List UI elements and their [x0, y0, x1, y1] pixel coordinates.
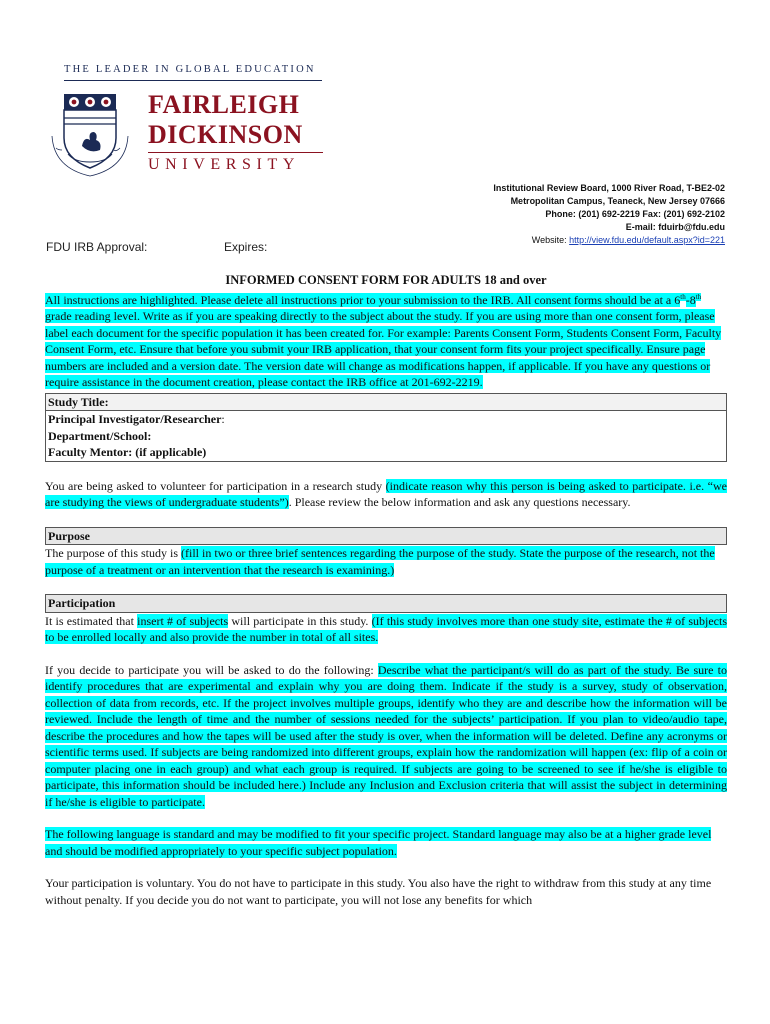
standard-language-paragraph — [45, 826, 727, 859]
volunteer-highlight: (indicate reason why this person is being asked to participate. i.e. “we are studying the views of undergraduate students”) — [45, 478, 727, 509]
irb-phone-fax: Phone: (201) 692-2219 Fax: (201) 692-2102 — [545, 209, 725, 219]
standard-language-highlight: The following language is standard and may be modified to fit your specific project. Standard language may also be at a higher grade level and should be modified appropriately to your specific subject population. — [45, 827, 712, 858]
instructions-sup-2: th — [695, 292, 702, 301]
instructions-dash: -8 — [685, 292, 696, 307]
irb-address: Institutional Review Board, 1000 River Road, T-BE2-02 — [493, 183, 725, 193]
irb-campus: Metropolitan Campus, Teaneck, New Jersey 07666 — [510, 196, 725, 206]
university-name-line2: DICKINSON — [148, 120, 303, 149]
procedures-text-a: If you decide to participate you will be asked to do the following: — [45, 662, 378, 677]
volunteer-text-b: . Please review the below information and ask any questions necessary. — [288, 495, 631, 509]
spacer — [45, 511, 727, 527]
spacer — [45, 859, 727, 875]
university-shield-logo — [44, 88, 136, 180]
participation-text-b: will participate in this study. — [228, 613, 372, 628]
university-word: UNIVERSITY — [148, 156, 300, 173]
instructions-paragraph — [45, 289, 727, 391]
purpose-text-a: The purpose of this study is — [45, 546, 181, 560]
university-divider — [148, 152, 323, 153]
expires-label: Expires: — [224, 240, 268, 254]
participation-heading: Participation — [45, 594, 727, 613]
spacer — [45, 462, 727, 478]
consent-document — [45, 272, 727, 908]
purpose-highlight: (fill in two or three brief sentences regarding the purpose of the study. State the purpose of the research, not the purpose of a treatment or an intervention that the research is examining.) — [45, 546, 715, 577]
website-label: Website: — [531, 235, 570, 245]
study-title-label: Study Title: — [46, 394, 726, 412]
participation-text-a: It is estimated that — [45, 613, 138, 628]
faculty-mentor-label: Faculty Mentor: (if applicable) — [48, 445, 207, 459]
irb-contact-block — [493, 182, 725, 247]
instructions-text-b: grade reading level. Write as if you are speaking directly to the subject about the study. If you are using more than one consent form, please label each document for the specific population it has been created for. For example: Parents Consent Form, Students Consent Form, Faculty Consent Form, etc. Ensure that before you submit your IRB application, that your consent form fits your project specifically. Ensure page numbers are included and a version date. The version date will change as modifications happen, if applicable. If you have any questions or require assistance in the document creation, please contact the IRB office at 201-692-2219. — [45, 309, 722, 389]
university-name-line1: FAIRLEIGH — [148, 90, 300, 119]
instructions-sup-1: th — [680, 292, 686, 301]
spacer — [45, 578, 727, 594]
participation-highlight-2: (If this study involves more than one study site, estimate the # of subjects to be enrolled locally and also provide the number in total of all sites. — [45, 613, 728, 644]
department-label: Department/School: — [48, 428, 152, 443]
participation-paragraph — [45, 613, 727, 646]
pi-colon: : — [221, 412, 225, 426]
purpose-paragraph — [45, 545, 727, 578]
procedures-paragraph — [45, 662, 727, 811]
document-title: INFORMED CONSENT FORM FOR ADULTS 18 and over — [225, 273, 547, 287]
voluntary-paragraph: Your participation is voluntary. You do not have to participate in this study. You also have the right to withdraw from this study at any time without penalty. If you decide you do not want to participate, you will not lose any benefits for which — [45, 876, 712, 907]
instructions-text-a: All instructions are highlighted. Please delete all instructions prior to your submission to the IRB. All consent forms should be at a 6 — [45, 292, 681, 307]
irb-email: E-mail: fduirb@fdu.edu — [625, 222, 725, 232]
participation-highlight-1: insert # of subjects — [137, 613, 229, 628]
spacer — [45, 810, 727, 826]
purpose-heading: Purpose — [45, 527, 727, 546]
spacer — [45, 646, 727, 662]
procedures-highlight: Describe what the participant/s will do as part of the study. Be sure to identify procedures that are experimental and explain why you are doing them. Indicate if the study is a survey, study of observation, collection of data from records, etc. If the project involves multiple groups, identify who they are and describe how the information will be reviewed. Include the length of time and the number of sessions needed for the subjects’ participation. If you plan to video/audio tape, describe the procedures and how the tapes will be used after the study is over, when the information will be deleted. Define any acronyms or scientific terms used. If subjects are being randomized into different groups, explain how the randomization will happen (ex: flip of a coin or computer placing one in each group) and what each group is required. If subjects are going to be screened to see if he/she is eligible to participate, this information should be included here.) Include any Inclusion and Exclusion criteria that will assist the subject in determining if he/she is eligible to participate. — [45, 662, 727, 809]
website-link[interactable]: http://view.fdu.edu/default.aspx?id=221 — [569, 235, 725, 245]
study-info-box — [45, 393, 727, 462]
university-tagline: THE LEADER IN GLOBAL EDUCATION — [64, 64, 316, 75]
pi-label: Principal Investigator/Researcher — [48, 412, 222, 426]
university-name — [148, 90, 303, 150]
principal-investigator-row — [48, 411, 724, 428]
volunteer-text-a: You are being asked to volunteer for participation in a research study — [45, 478, 386, 493]
irb-website — [493, 234, 725, 247]
volunteer-paragraph — [45, 478, 727, 511]
tagline-divider — [64, 80, 322, 81]
irb-approval-label: FDU IRB Approval: — [46, 240, 148, 254]
